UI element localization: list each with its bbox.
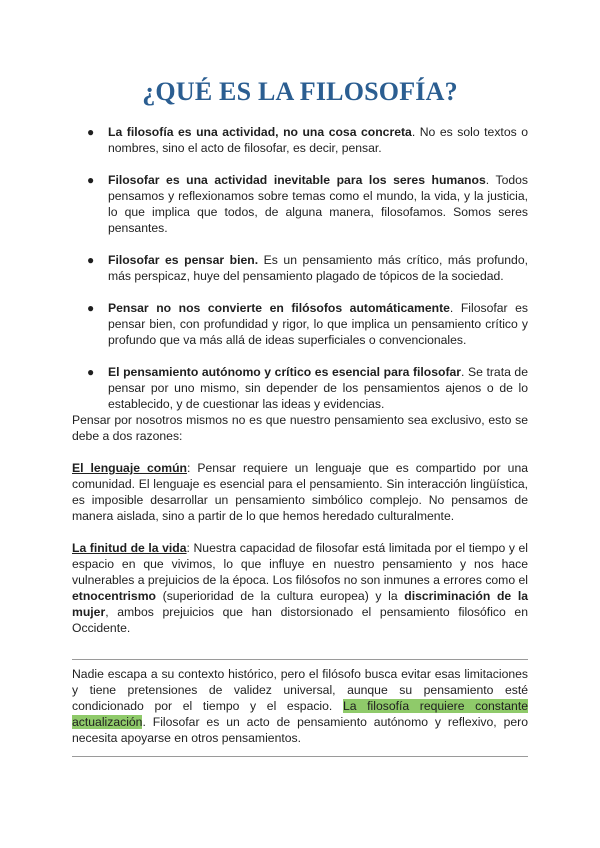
discriminacion-term: discriminación de la mujer [72,589,528,619]
page-title: ¿QUÉ ES LA FILOSOFÍA? [142,77,458,106]
point-text: Es un pensamiento más crítico, más profundo, más perspicaz, huye del pensamiento plagado de tópicos de la sociedad. [108,253,528,283]
bullet-icon: ● [87,253,95,267]
bullet-icon: ● [87,125,95,139]
point-text: . Filosofar es pensar bien, con profundidad y rigor, lo que implica un pensamiento crítico y profundo que va más allá de ideas superficiales o convencionales. [108,301,529,347]
list-item [72,172,528,236]
finitud-paragraph [72,540,528,636]
bullet-icon: ● [87,365,95,379]
lenguaje-paragraph [72,460,528,524]
point-text: . Se trata de pensar por uno mismo, sin depender de los pensamientos ajenos o de lo establecido, y de cuestionar las ideas y evidencias. [108,365,528,411]
highlighted-text: La filosofía requiere constante actualización [72,699,528,729]
point-bold: El pensamiento autónomo y crítico es esencial para filosofar [108,365,462,379]
list-item [72,124,528,156]
point-text: . Todos pensamos y reflexionamos sobre temas como el mundo, la vida, y la justicia, lo que implica que todos, de alguna manera, filosofamos. Somos seres pensantes. [108,173,528,235]
finitud-text: (superioridad de la cultura europea) y la [155,589,405,603]
point-text: . No es solo textos o nombres, sino el acto de filosofar, es decir, pensar. [108,125,528,155]
intro-paragraph: Pensar por nosotros mismos no es que nuestro pensamiento sea exclusivo, esto se debe a dos razones: [72,413,528,443]
bullet-icon: ● [87,173,95,187]
bullet-icon: ● [87,301,95,315]
point-bold: La filosofía es una actividad, no una cosa concreta [108,125,412,139]
divider-top [72,659,528,660]
point-bold: Filosofar es una actividad inevitable para los seres humanos [108,173,486,187]
point-bold: Pensar no nos convierte en filósofos automáticamente [108,301,450,315]
finitud-heading: La finitud de la vida [72,541,187,555]
lenguaje-heading: El lenguaje común [72,461,187,475]
lenguaje-text: : Pensar requiere un lenguaje que es compartido por una comunidad. El lenguaje es esencial para el pensamiento. Sin interacción lingüística, es imposible desarrollar un pensamiento simbólico complejo. No pensamos de manera aislada, sino a partir de lo que hemos heredado culturalmente. [72,461,528,523]
finitud-text: : Nuestra capacidad de filosofar está limitada por el tiempo y el espacio en que vivimos, lo que influye en nuestro pensamiento y nos hace vulnerables a prejuicios de la época. Los filósofos no son inmunes a errores como el [72,541,528,587]
key-points-list [72,124,528,412]
closing-text: . Filosofar es un acto de pensamiento autónomo y reflexivo, pero necesita apoyarse en otros pensamientos. [72,715,528,745]
list-item [72,300,528,348]
list-item [72,252,528,284]
closing-text: Nadie escapa a su contexto histórico, pero el filósofo busca evitar esas limitaciones y tiene pretensiones de validez universal, aunque su pensamiento esté condicionado por el tiempo y el espacio. [72,667,528,713]
divider-bottom [72,756,528,757]
etnocentrismo-term: etnocentrismo [72,589,156,603]
list-item [72,364,528,412]
point-bold: Filosofar es pensar bien. [108,253,259,267]
closing-paragraph [72,666,528,746]
finitud-text: , ambos prejuicios que han distorsionado el pensamiento filosófico en Occidente. [72,605,528,635]
